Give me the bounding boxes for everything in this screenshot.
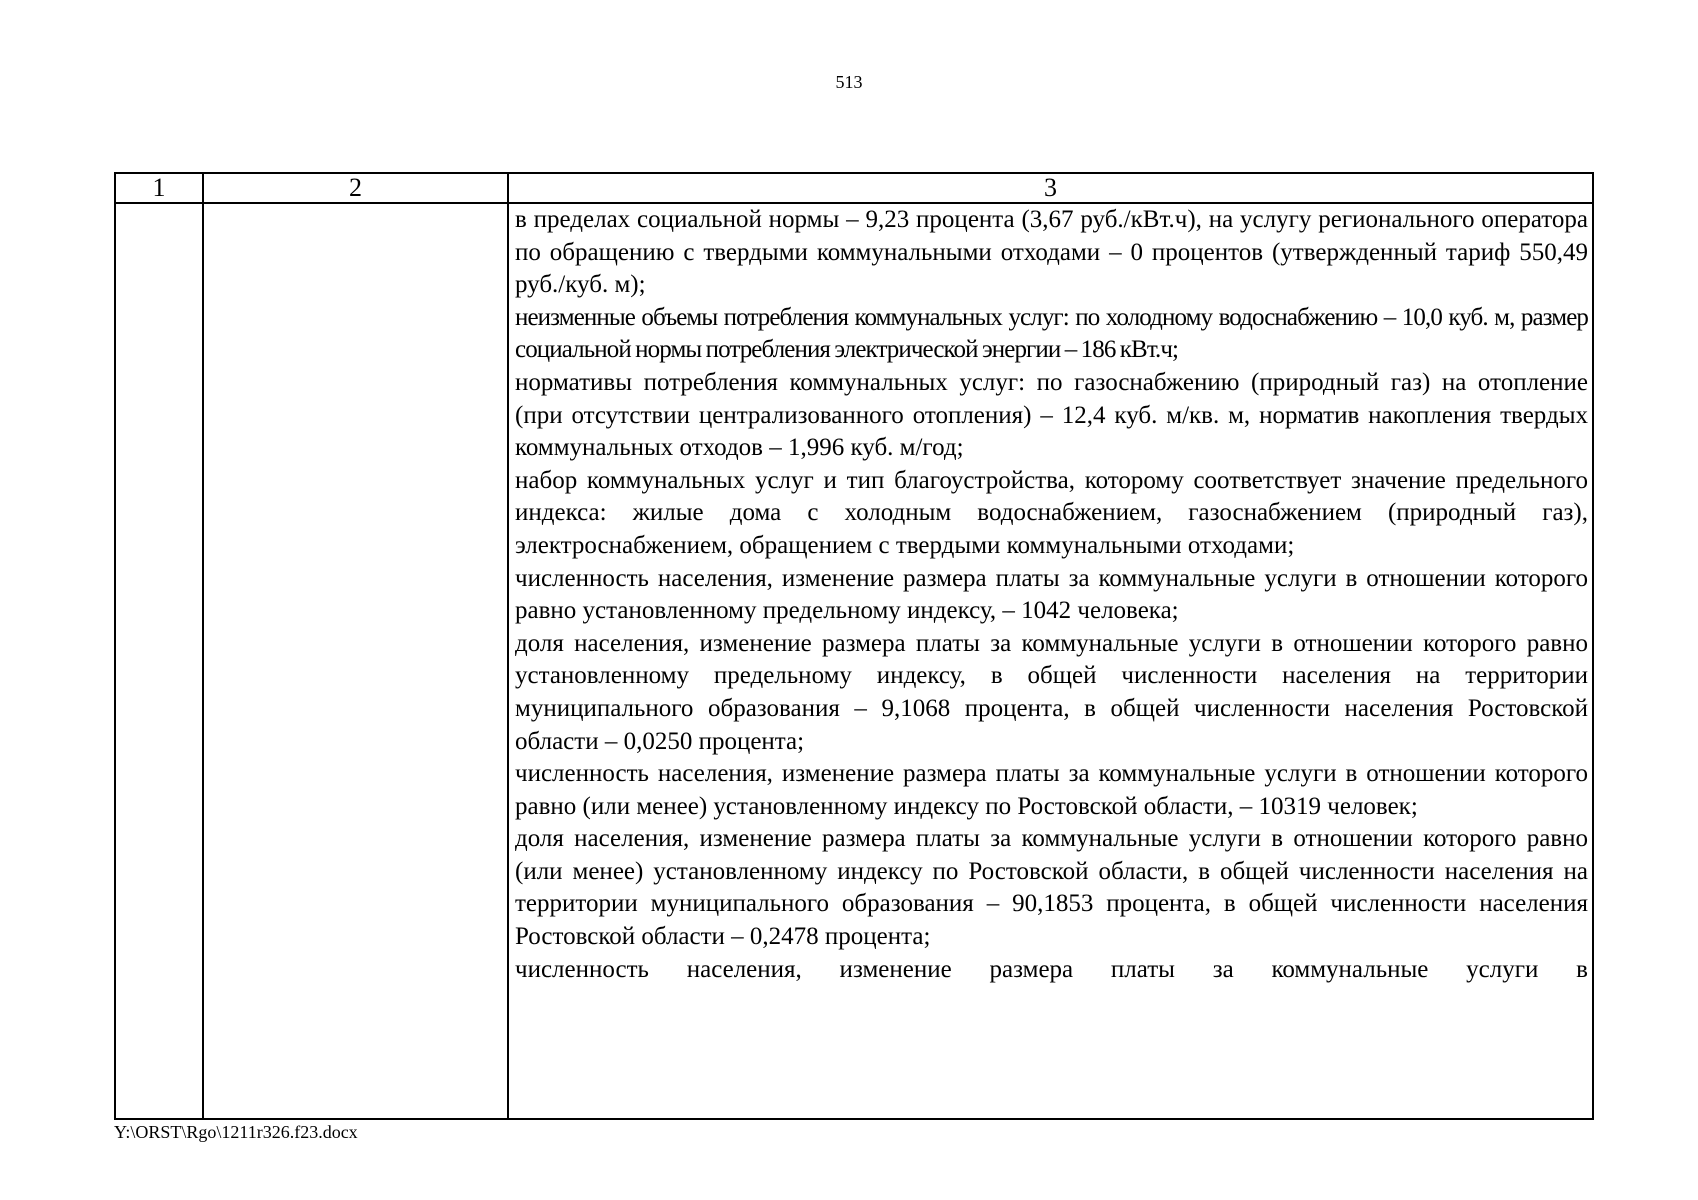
- paragraph-population-count-continued: численность населения, изменение размера платы за коммунальные услуги в: [515, 955, 1588, 983]
- paragraph-population-share-limit: доля населения, изменение размера платы за коммунальные услуги в отношении которого равно установленному предельному индексу, в общей численности населения на территории муниципального образования – 9,1068 процента, в общей численности населения Ростовской области – 0,0250 процента;: [515, 629, 1588, 755]
- paragraph-population-share-regional: доля населения, изменение размера платы за коммунальные услуги в отношении которого равно (или менее) установленному индексу по Ростовской области, в общей численности населения на территории муниципального образования – 90,1853 процента, в общей численности населения Ростовской области – 0,2478 процента;: [515, 825, 1588, 951]
- page-number: 513: [835, 72, 863, 92]
- table-cell-col1: [115, 203, 203, 1119]
- table-row: [115, 203, 1593, 1119]
- footer-file-path: Y:\ORST\Rgo\1211r326.f23.docx: [114, 1122, 358, 1142]
- paragraph-tariff-rates: в пределах социальной нормы – 9,23 процента (3,67 руб./кВт.ч), на услугу регионального оператора по обращению с твердыми коммунальными отходами – 0 процентов (утвержденный тариф 550,49 руб./куб. м);: [515, 206, 1588, 299]
- column-header-2: 2: [203, 173, 508, 203]
- table-cell-col3: [508, 203, 1593, 1119]
- paragraph-consumption-norms: нормативы потребления коммунальных услуг: по газоснабжению (природный газ) на отопление (при отсутствии централизованного отопления) – 12,4 куб. м/кв. м, норматив накопления твердых коммунальных отходов – 1,996 куб. м/год;: [515, 368, 1588, 462]
- column-header-3: 3: [508, 173, 1593, 203]
- paragraph-population-count-limit: численность населения, изменение размера платы за коммунальные услуги в отношении которого равно установленному предельному индексу, – 1042 человека;: [515, 564, 1588, 625]
- paragraph-population-count-regional: численность населения, изменение размера платы за коммунальные услуги в отношении которого равно (или менее) установленному индексу по Ростовской области, – 10319 человек;: [515, 760, 1588, 820]
- paragraph-services-set: набор коммунальных услуг и тип благоустройства, которому соответствует значение предельного индекса: жилые дома с холодным водоснабжением, газоснабжением (природный газ), электроснабжением, обращением с твердыми коммунальными отходами;: [515, 466, 1588, 559]
- document-table: [114, 172, 1594, 1120]
- column-header-1: 1: [115, 173, 203, 203]
- table-header-row: [115, 173, 1593, 203]
- paragraph-consumption-volumes: неизменные объемы потребления коммунальных услуг: по холодному водоснабжению – 10,0 куб. м, размер социальной нормы потребления электрической энергии – 186 кВт.ч;: [515, 303, 1588, 364]
- table-cell-col2: [203, 203, 508, 1119]
